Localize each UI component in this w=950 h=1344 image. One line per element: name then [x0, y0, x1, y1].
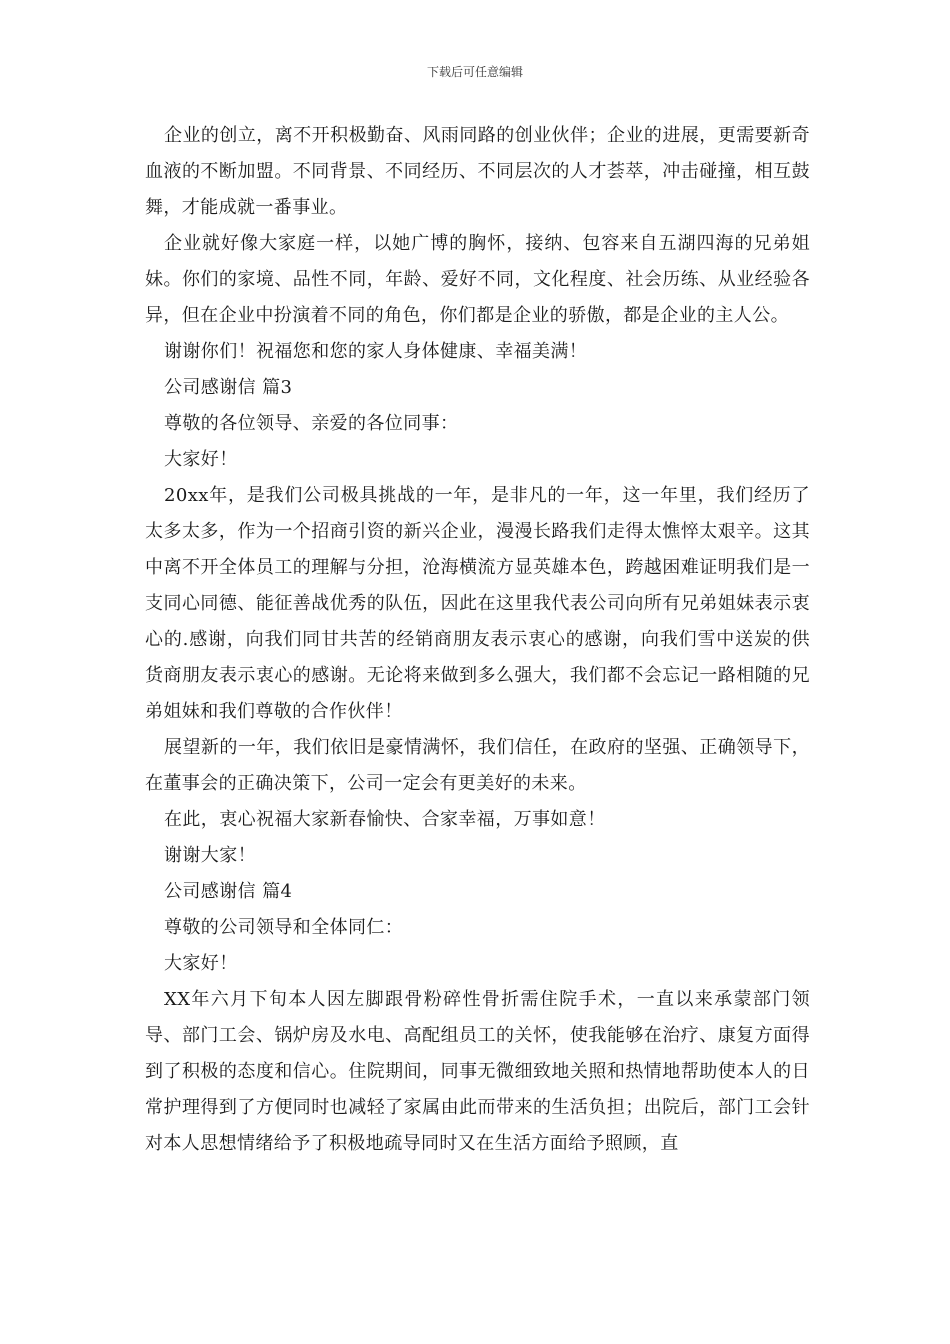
paragraph: XX年六月下旬本人因左脚跟骨粉碎性骨折需住院手术，一直以来承蒙部门领导、部门工会、锅炉房及水电、高配组员工的关怀，使我能够在治疗、康复方面得到了积极的态度和信心。住院期间，同事无微细致地关照和热情地帮助使本人的日常护理得到了方便同时也减轻了家属由此而带来的生活负担；出院后，部门工会针对本人思想情绪给予了积极地疏导同时又在生活方面给予照顾，直 [145, 989, 810, 1154]
greeting: 大家好！ [164, 953, 238, 974]
salutation: 尊敬的各位领导、亲爱的各位同事： [164, 413, 459, 434]
section-heading: 公司感谢信 篇4 [164, 881, 293, 902]
paragraph: 20xx年，是我们公司极具挑战的一年，是非凡的一年，这一年里，我们经历了太多太多，作为一个招商引资的新兴企业，漫漫长路我们走得太憔悴太艰辛。这其中离不开全体员工的理解与分担，沧海横流方显英雄本色，跨越困难证明我们是一支同心同德、能征善战优秀的队伍，因此在这里我代表公司向所有兄弟姐妹表示衷心的.感谢，向我们同甘共苦的经销商朋友表示衷心的感谢，向我们雪中送炭的供货商朋友表示衷心的感谢。无论将来做到多么强大，我们都不会忘记一路相随的兄弟姐妹和我们尊敬的合作伙伴！ [145, 485, 810, 722]
closing: 谢谢大家！ [164, 845, 256, 866]
paragraph: 企业的创立，离不开积极勤奋、风雨同路的创业伙伴；企业的进展，更需要新奇血液的不断加盟。不同背景、不同经历、不同层次的人才荟萃，冲击碰撞，相互鼓舞，才能成就一番事业。 [145, 125, 810, 218]
paragraph: 谢谢你们！祝福您和您的家人身体健康、幸福美满！ [164, 341, 588, 362]
greeting: 大家好！ [164, 449, 238, 470]
paragraph: 企业就好像大家庭一样，以她广博的胸怀，接纳、包容来自五湖四海的兄弟姐妹。你们的家境、品性不同，年龄、爱好不同，文化程度、社会历练、从业经验各异，但在企业中扮演着不同的角色，你们都是企业的骄傲，都是企业的主人公。 [145, 233, 810, 326]
paragraph: 展望新的一年，我们依旧是豪情满怀，我们信任，在政府的坚强、正确领导下，在董事会的正确决策下，公司一定会有更美好的未来。 [145, 737, 810, 794]
document-body [145, 118, 810, 1162]
section-heading: 公司感谢信 篇3 [164, 377, 293, 398]
paragraph: 在此，衷心祝福大家新春愉快、合家幸福，万事如意！ [164, 809, 606, 830]
salutation: 尊敬的公司领导和全体同仁： [164, 917, 404, 938]
page-header-note: 下载后可任意编辑 [426, 65, 523, 79]
